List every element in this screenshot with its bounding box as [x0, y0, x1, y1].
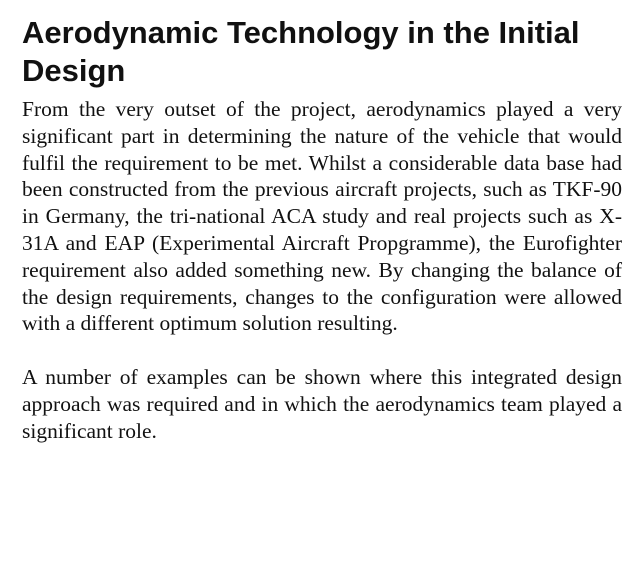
body-paragraph-2: A number of examples can be shown where this integrated design approach was required and in which the aerodynamics team played a significant role. — [22, 365, 622, 443]
section-heading: Aerodynamic Technology in the Initial Design — [22, 15, 580, 88]
document-page — [22, 14, 622, 445]
body-paragraph-1: From the very outset of the project, aerodynamics played a very significant part in determining the nature of the vehicle that would fulfil the requirement to be met. Whilst a considerable data base had been constructed from the previous aircraft projects, such as TKF-90 in Germany, the tri-national ACA study and real projects such as X-31A and EAP (Experimental Aircraft Propgramme), the Eurofighter requirement also added something new. By changing the balance of the design requirements, changes to the configuration were allowed with a different optimum solution resulting. — [22, 97, 622, 336]
